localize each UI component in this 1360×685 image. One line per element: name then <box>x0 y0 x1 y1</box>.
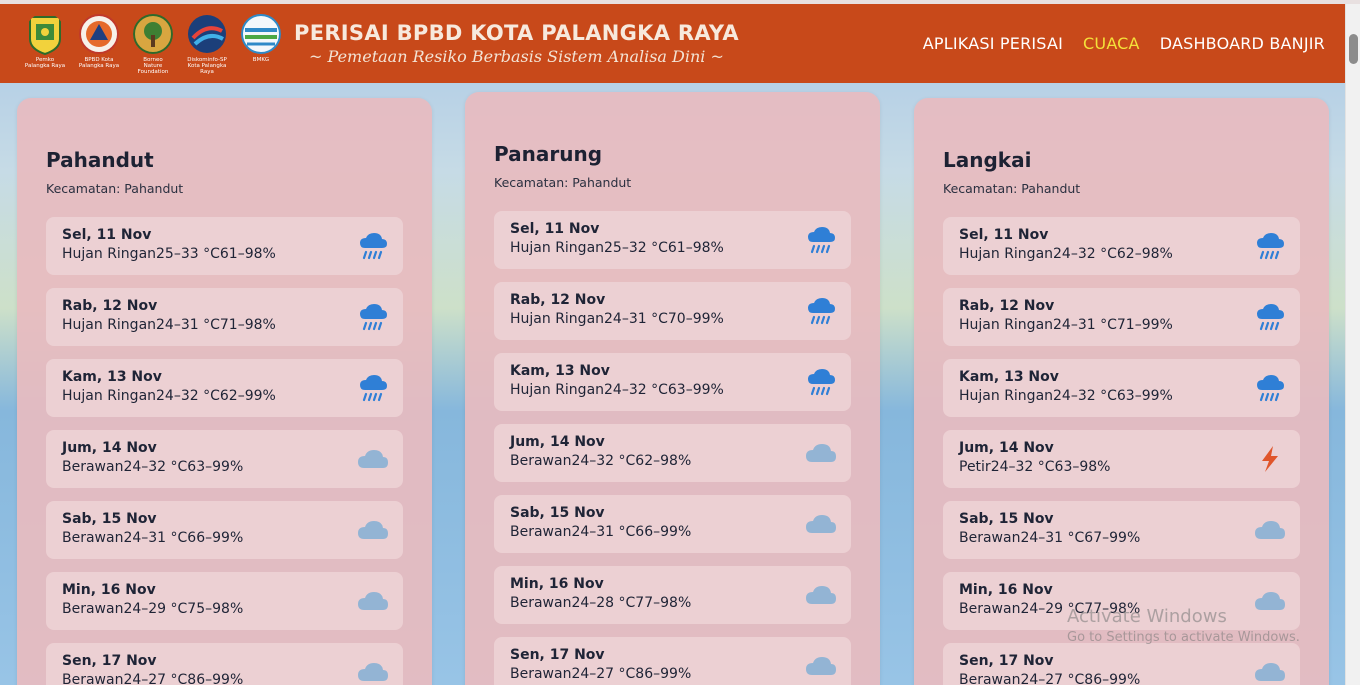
forecast-card-pahandut <box>17 98 432 685</box>
forecast-date: Sen, 17 Nov <box>62 653 157 669</box>
forecast-date: Jum, 14 Nov <box>62 440 157 456</box>
rain-icon <box>1254 231 1286 261</box>
forecast-card-panarung <box>465 92 880 685</box>
logo-caption: Diskominfo-SP Kota Palangka Raya <box>187 56 227 75</box>
card-title: Panarung <box>494 142 603 166</box>
cloud-icon <box>357 444 389 474</box>
forecast-date: Kam, 13 Nov <box>62 369 162 385</box>
site-subtitle: ~ Pemetaan Resiko Berbasis Sistem Analisa Dini ~ <box>309 47 724 66</box>
logo-caption: BMKG <box>252 56 270 63</box>
forecast-day-item[interactable] <box>46 217 403 275</box>
forecast-date: Sel, 11 Nov <box>959 227 1049 243</box>
forecast-date: Rab, 12 Nov <box>510 292 606 308</box>
forecast-day-item[interactable] <box>46 643 403 685</box>
bmkg-logo-icon <box>241 13 281 55</box>
forecast-day-item[interactable] <box>494 424 851 482</box>
forecast-info: Hujan Ringan25–33 °C61–98% <box>62 246 276 262</box>
main-nav <box>923 4 1325 83</box>
forecast-day-item[interactable] <box>943 430 1300 488</box>
rain-icon <box>357 373 389 403</box>
forecast-day-item[interactable] <box>494 495 851 553</box>
forecast-info: Hujan Ringan24–31 °C71–98% <box>62 317 276 333</box>
forecast-day-item[interactable] <box>46 359 403 417</box>
cloud-icon <box>805 438 837 468</box>
forecast-date: Sen, 17 Nov <box>510 647 605 663</box>
forecast-date: Sab, 15 Nov <box>62 511 157 527</box>
forecast-info: Berawan24–27 °C86–99% <box>510 666 692 682</box>
bpbd-logo-icon <box>79 13 119 55</box>
forecast-info: Berawan24–29 °C77–98% <box>959 601 1141 617</box>
forecast-day-item[interactable] <box>46 288 403 346</box>
forecast-date: Sab, 15 Nov <box>959 511 1054 527</box>
forecast-info: Berawan24–31 °C66–99% <box>62 530 244 546</box>
rain-icon <box>805 225 837 255</box>
partner-logos <box>20 13 286 75</box>
borneo-nature-logo-icon <box>133 13 173 55</box>
card-district: Kecamatan: Pahandut <box>494 175 632 190</box>
logo-bpbd[interactable] <box>74 13 124 69</box>
cloud-icon <box>357 586 389 616</box>
forecast-day-item[interactable] <box>943 501 1300 559</box>
logo-pemko[interactable] <box>20 13 70 69</box>
forecast-info: Hujan Ringan24–31 °C70–99% <box>510 311 724 327</box>
forecast-date: Min, 16 Nov <box>510 576 604 592</box>
forecast-date: Sab, 15 Nov <box>510 505 605 521</box>
forecast-info: Hujan Ringan25–32 °C61–98% <box>510 240 724 256</box>
logo-bmkg[interactable] <box>236 13 286 63</box>
logo-caption: Borneo Nature Foundation <box>137 56 169 75</box>
rain-icon <box>805 296 837 326</box>
card-district: Kecamatan: Pahandut <box>943 181 1081 196</box>
diskominfo-logo-icon <box>187 13 227 55</box>
nav-cuaca[interactable]: CUACA <box>1083 34 1140 53</box>
forecast-date: Min, 16 Nov <box>62 582 156 598</box>
forecast-day-item[interactable] <box>46 430 403 488</box>
forecast-list <box>46 217 403 685</box>
forecast-info: Hujan Ringan24–32 °C62–98% <box>959 246 1173 262</box>
forecast-info: Berawan24–31 °C66–99% <box>510 524 692 540</box>
forecast-date: Rab, 12 Nov <box>959 298 1055 314</box>
page-scrollbar[interactable] <box>1345 4 1360 685</box>
logo-borneo-nature[interactable] <box>128 13 178 75</box>
forecast-info: Hujan Ringan24–31 °C71–99% <box>959 317 1173 333</box>
forecast-day-item[interactable] <box>943 217 1300 275</box>
cloud-icon <box>357 657 389 685</box>
cloud-icon <box>805 651 837 681</box>
cloud-icon <box>805 580 837 610</box>
forecast-day-item[interactable] <box>494 637 851 685</box>
forecast-date: Jum, 14 Nov <box>959 440 1054 456</box>
card-title: Langkai <box>943 148 1032 172</box>
forecast-day-item[interactable] <box>494 566 851 624</box>
forecast-info: Berawan24–28 °C77–98% <box>510 595 692 611</box>
rain-icon <box>1254 373 1286 403</box>
nav-aplikasi-perisai[interactable]: APLIKASI PERISAI <box>922 34 1064 53</box>
forecast-date: Sen, 17 Nov <box>959 653 1054 669</box>
pemko-logo-icon <box>25 13 65 55</box>
forecast-info: Berawan24–32 °C63–99% <box>62 459 244 475</box>
forecast-info: Berawan24–32 °C62–98% <box>510 453 692 469</box>
rain-icon <box>357 231 389 261</box>
forecast-day-item[interactable] <box>494 282 851 340</box>
forecast-day-item[interactable] <box>943 643 1300 685</box>
forecast-date: Min, 16 Nov <box>959 582 1053 598</box>
cloud-icon <box>805 509 837 539</box>
cloud-icon <box>1254 657 1286 685</box>
forecast-card-langkai <box>914 98 1329 685</box>
logo-diskominfo[interactable] <box>182 13 232 75</box>
forecast-info: Hujan Ringan24–32 °C63–99% <box>510 382 724 398</box>
forecast-info: Hujan Ringan24–32 °C62–99% <box>62 388 276 404</box>
forecast-date: Sel, 11 Nov <box>510 221 600 237</box>
watermark-title: Activate Windows <box>1067 606 1227 627</box>
windows-activation-watermark <box>1067 606 1300 645</box>
lightning-icon <box>1254 444 1286 474</box>
scrollbar-thumb[interactable] <box>1349 34 1358 64</box>
forecast-day-item[interactable] <box>494 353 851 411</box>
site-brand <box>294 21 739 66</box>
card-district: Kecamatan: Pahandut <box>46 181 184 196</box>
forecast-day-item[interactable] <box>943 359 1300 417</box>
forecast-info: Berawan24–27 °C86–99% <box>62 672 244 685</box>
site-header <box>0 4 1345 83</box>
logo-caption: Pemko Palangka Raya <box>24 56 66 69</box>
rain-icon <box>357 302 389 332</box>
card-title: Pahandut <box>46 148 154 172</box>
nav-dashboard-banjir[interactable]: DASHBOARD BANJIR <box>1159 34 1325 53</box>
forecast-day-item[interactable] <box>494 211 851 269</box>
forecast-day-item[interactable] <box>46 572 403 630</box>
forecast-date: Rab, 12 Nov <box>62 298 158 314</box>
forecast-info: Petir24–32 °C63–98% <box>959 459 1111 475</box>
logo-caption: BPBD Kota Palangka Raya <box>78 56 120 69</box>
cloud-icon <box>357 515 389 545</box>
forecast-date: Kam, 13 Nov <box>959 369 1059 385</box>
rain-icon <box>805 367 837 397</box>
forecast-list <box>494 211 851 685</box>
rain-icon <box>1254 302 1286 332</box>
forecast-info: Berawan24–29 °C75–98% <box>62 601 244 617</box>
site-title: PERISAI BPBD KOTA PALANGKA RAYA <box>294 21 739 45</box>
cloud-icon <box>1254 515 1286 545</box>
forecast-date: Kam, 13 Nov <box>510 363 610 379</box>
forecast-date: Jum, 14 Nov <box>510 434 605 450</box>
forecast-info: Berawan24–31 °C67–99% <box>959 530 1141 546</box>
forecast-day-item[interactable] <box>46 501 403 559</box>
watermark-text: Go to Settings to activate Windows. <box>1067 630 1300 645</box>
forecast-info: Berawan24–27 °C86–99% <box>959 672 1141 685</box>
forecast-date: Sel, 11 Nov <box>62 227 152 243</box>
forecast-info: Hujan Ringan24–32 °C63–99% <box>959 388 1173 404</box>
forecast-day-item[interactable] <box>943 288 1300 346</box>
